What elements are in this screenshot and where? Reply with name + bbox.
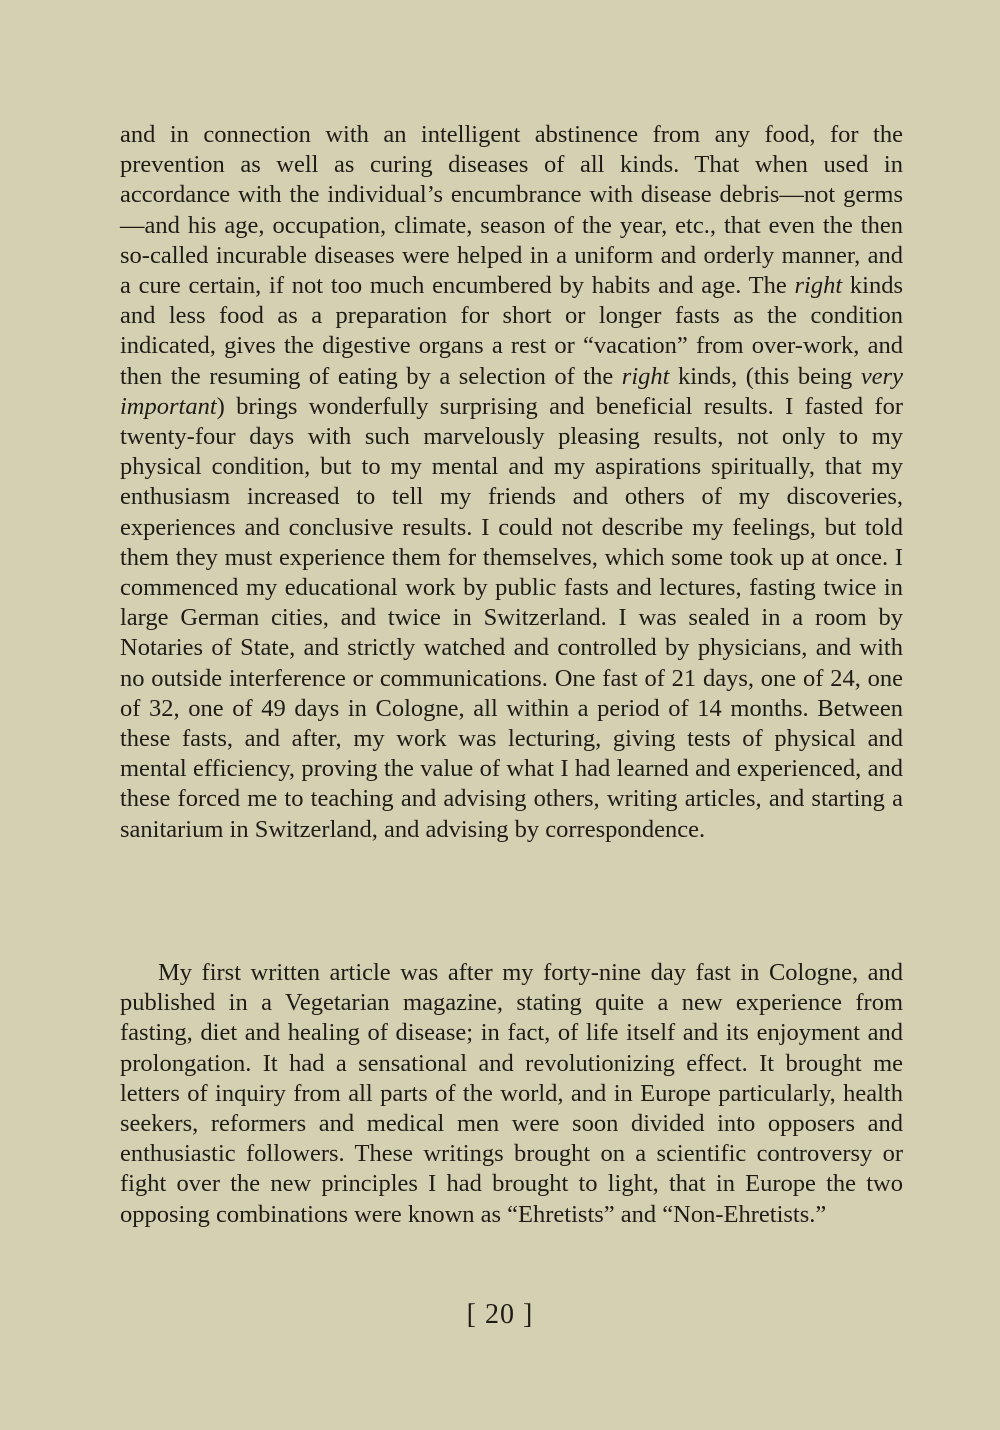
text-run: My first written article was after my forty-nine day fast in Cologne, and published in a Vegetarian magazine, stating quite a new experience from fasting, diet and healing of disease; in fact, of life itself and its enjoyment and prolongation. It had a sensational and revolutionizing effect. It brought me letters of inquiry from all parts of the world, and in Europe particularly, health seekers, reformers and medical men were soon divided into opposers and enthusiastic followers. These writings brought on a scientific controversy or fight over the new principles I had brought to light, that in Europe the two opposing combinations were known as “Ehretists” and “Non-Ehretists.”: [120, 959, 903, 1228]
page-number: [ 20 ]: [466, 1299, 534, 1330]
text-run: kinds and less food as a preparation for short or longer fasts as the condition indicated, gives the digestive organs a rest or “vacation” from over-work, and then the resuming of eating by a selection of the: [120, 272, 904, 390]
paragraph-2: [120, 958, 903, 1230]
paragraph-1-text: [120, 120, 903, 845]
text-run: and in connection with an intelligent abstinence from any food, for the prevention as well as curing diseases of all kinds. That when used in accordance with the individual’s encumbrance with disease debris—not germs—and his age, occupation, climate, season of the year, etc., that even the then so-called incurable diseases were helped in a uniform and orderly manner, and a cure certain, if not too much encumbered by habits and age. The: [120, 121, 903, 300]
paragraph-2-text: [120, 958, 903, 1230]
italic-text-run: right: [621, 362, 670, 390]
text-run: kinds, (this being: [669, 362, 861, 390]
text-run: ) brings wonderfully surprising and beneficial results. I fasted for twenty-four days with such marvelously pleasing results, not only to my physical condition, but to my mental and my aspirations spiritually, that my enthusiasm increased to tell my friends and others of my discoveries, experiences and conclusive results. I could not describe my feelings, but told them they must experience them for themselves, which some took up at once. I commenced my educational work by public fasts and lectures, fasting twice in large German cities, and twice in Switzerland. I was sealed in a room by Notaries of State, and strictly watched and controlled by physicians, and with no outside interference or communications. One fast of 21 days, one of 24, one of 32, one of 49 days in Cologne, all within a period of 14 months. Between these fasts, and after, my work was lecturing, giving tests of physical and mental efficiency, proving the value of what I had learned and experienced, and these forced me to teaching and advising others, writing articles, and starting a sanitarium in Switzerland, and advising by correspondence.: [120, 392, 903, 843]
italic-text-run: right: [794, 272, 843, 300]
paragraph-1: [120, 120, 903, 845]
italic-text-run: very important: [120, 362, 903, 420]
